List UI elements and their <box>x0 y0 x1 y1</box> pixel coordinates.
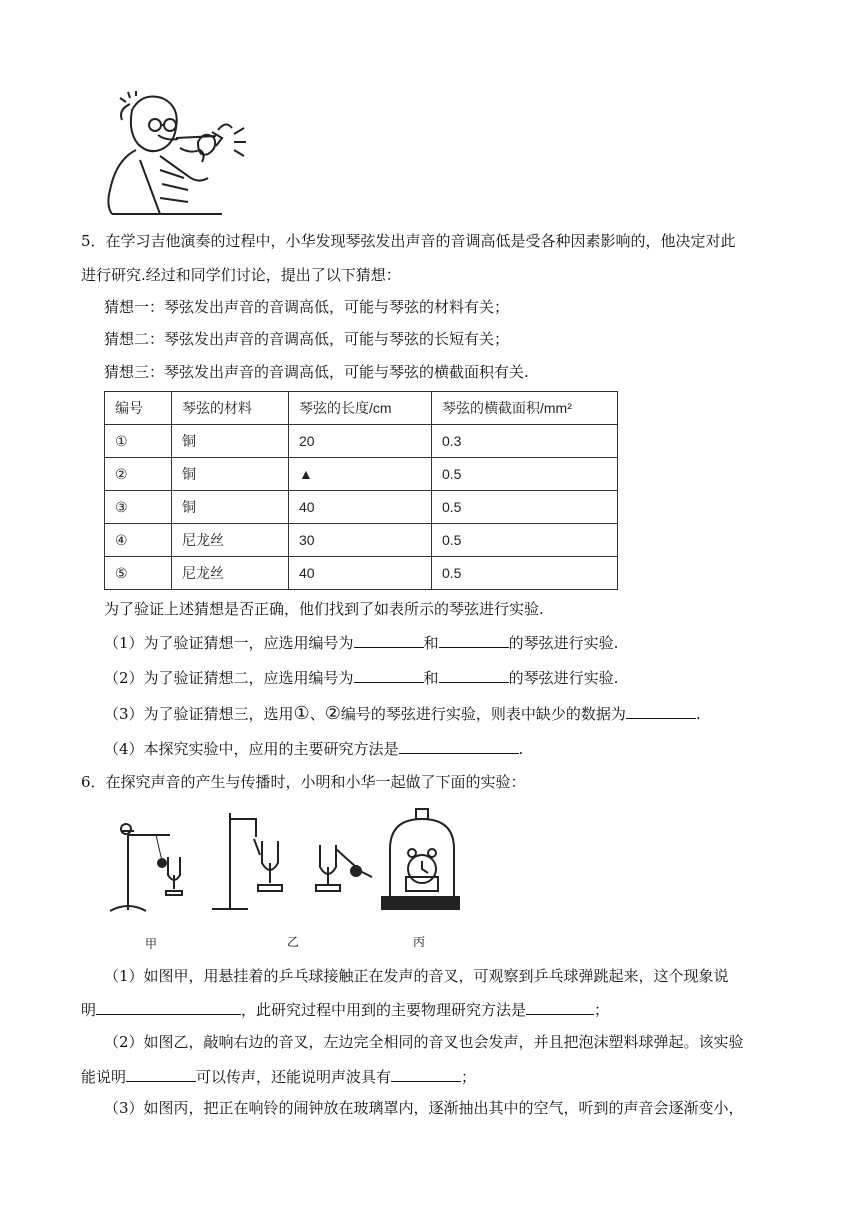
q6-part1-blank-1[interactable] <box>96 998 241 1015</box>
table-cell: ① <box>105 425 172 458</box>
table-row <box>105 557 618 590</box>
q6-part1-line2 <box>81 998 609 1020</box>
q6-part2-text-c: 可以传声，还能说明声波具有 <box>196 1068 392 1086</box>
table-cell: 0.5 <box>432 491 618 524</box>
q5-guess-3: 猜想三：琴弦发出声音的音调高低，可能与琴弦的横截面积有关. <box>104 363 529 381</box>
table-header: 琴弦的材料 <box>172 392 289 425</box>
sound-experiments-figure <box>100 805 460 945</box>
table-cell: ③ <box>105 491 172 524</box>
q5-part3 <box>104 702 701 724</box>
q5-part4 <box>104 737 523 759</box>
q6-part1-line1: （1）如图甲，用悬挂着的乒乓球接触正在发声的音叉，可观察到乒乓球弹跳起来，这个现象说 <box>104 967 729 985</box>
q5-intro: 为了验证上述猜想是否正确，他们找到了如表所示的琴弦进行实验. <box>104 600 544 618</box>
q6-part1-text-d: ； <box>594 1001 610 1019</box>
q5-part1-blank-2[interactable] <box>439 631 509 648</box>
table-cell: 铜 <box>172 491 289 524</box>
table-cell: 铜 <box>172 458 289 491</box>
q5-part3-sep: 、 <box>309 705 325 723</box>
q6-part2-line2 <box>81 1065 476 1087</box>
q5-part3-number-2: ② <box>324 703 341 724</box>
q5-stem-line2: 进行研究.经过和同学们讨论，提出了以下猜想： <box>81 266 401 284</box>
table-cell: ⑤ <box>105 557 172 590</box>
q6-part2-blank-1[interactable] <box>126 1065 196 1082</box>
q5-guess-1: 猜想一：琴弦发出声音的音调高低，可能与琴弦的材料有关； <box>104 298 510 316</box>
table-cell: 20 <box>289 425 432 458</box>
q5-part3-text-a: （3）为了验证猜想三，选用 <box>104 705 294 723</box>
q5-guess-2: 猜想二：琴弦发出声音的音调高低，可能与琴弦的长短有关； <box>104 330 510 348</box>
q5-part1-text-b: 和 <box>423 634 439 652</box>
q6-part3-line1: （3）如图丙，把正在响铃的闹钟放在玻璃罩内，逐渐抽出其中的空气，听到的声音会逐渐变小， <box>104 1099 744 1117</box>
table-header: 琴弦的长度/cm <box>289 392 432 425</box>
q5-part1 <box>104 631 618 653</box>
q6-part2-text-b: 能说明 <box>81 1068 127 1086</box>
q6-part2-text-d: ； <box>461 1068 477 1086</box>
q5-part2-blank-1[interactable] <box>354 666 424 683</box>
table-cell: ▲ <box>289 458 432 491</box>
q6-part2-blank-2[interactable] <box>391 1065 461 1082</box>
table-cell: 0.5 <box>432 557 618 590</box>
q5-stem-line1: 5．在学习吉他演奏的过程中，小华发现琴弦发出声音的音调高低是受各种因素影响的，他决定对此 <box>81 232 736 250</box>
figure-label-bing: 丙 <box>413 935 426 949</box>
figure-label-jia: 甲 <box>145 937 158 951</box>
q5-part2 <box>104 666 618 688</box>
q5-part3-text-b: 编号的琴弦进行实验，则表中缺少的数据为 <box>340 705 626 723</box>
q5-part4-text-c: . <box>518 740 524 758</box>
table-cell: 40 <box>289 491 432 524</box>
q5-part1-text-c: 的琴弦进行实验. <box>508 634 619 652</box>
table-cell: 尼龙丝 <box>172 524 289 557</box>
whistling-man-illustration <box>100 90 260 215</box>
table-cell: ② <box>105 458 172 491</box>
table-cell: 铜 <box>172 425 289 458</box>
table-row <box>105 524 618 557</box>
figure-label-yi: 乙 <box>287 935 300 949</box>
q6-part1-text-c: ，此研究过程中用到的主要物理研究方法是 <box>241 1001 527 1019</box>
table-cell: 40 <box>289 557 432 590</box>
q5-part1-text-a: （1）为了验证猜想一，应选用编号为 <box>104 634 354 652</box>
table-cell: 0.5 <box>432 524 618 557</box>
table-header: 编号 <box>105 392 172 425</box>
table-cell: ④ <box>105 524 172 557</box>
table-row <box>105 491 618 524</box>
table-row <box>105 425 618 458</box>
q5-part4-text-a: （4）本探究实验中，应用的主要研究方法是 <box>104 740 399 758</box>
q6-stem: 6．在探究声音的产生与传播时，小明和小华一起做了下面的实验： <box>81 773 526 791</box>
string-data-table <box>104 391 618 590</box>
q5-part4-blank[interactable] <box>399 737 519 754</box>
q5-part2-blank-2[interactable] <box>439 666 509 683</box>
q5-part3-text-c: . <box>695 705 701 723</box>
table-cell: 0.3 <box>432 425 618 458</box>
q5-part2-text-a: （2）为了验证猜想二，应选用编号为 <box>104 669 354 687</box>
table-header: 琴弦的横截面积/mm² <box>432 392 618 425</box>
table-header-row <box>105 392 618 425</box>
q5-part3-blank[interactable] <box>626 702 696 719</box>
q6-part2-line1: （2）如图乙，敲响右边的音叉，左边完全相同的音叉也会发声，并且把泡沫塑料球弹起。该实验 <box>104 1033 744 1051</box>
q5-part1-blank-1[interactable] <box>354 631 424 648</box>
q5-part2-text-b: 和 <box>423 669 439 687</box>
table-cell: 尼龙丝 <box>172 557 289 590</box>
q5-part3-number-1: ① <box>293 703 310 724</box>
table-cell: 30 <box>289 524 432 557</box>
q6-part1-blank-2[interactable] <box>526 998 594 1015</box>
q6-part1-text-b: 明 <box>81 1001 97 1019</box>
q5-part2-text-c: 的琴弦进行实验. <box>508 669 619 687</box>
table-cell: 0.5 <box>432 458 618 491</box>
table-row <box>105 458 618 491</box>
